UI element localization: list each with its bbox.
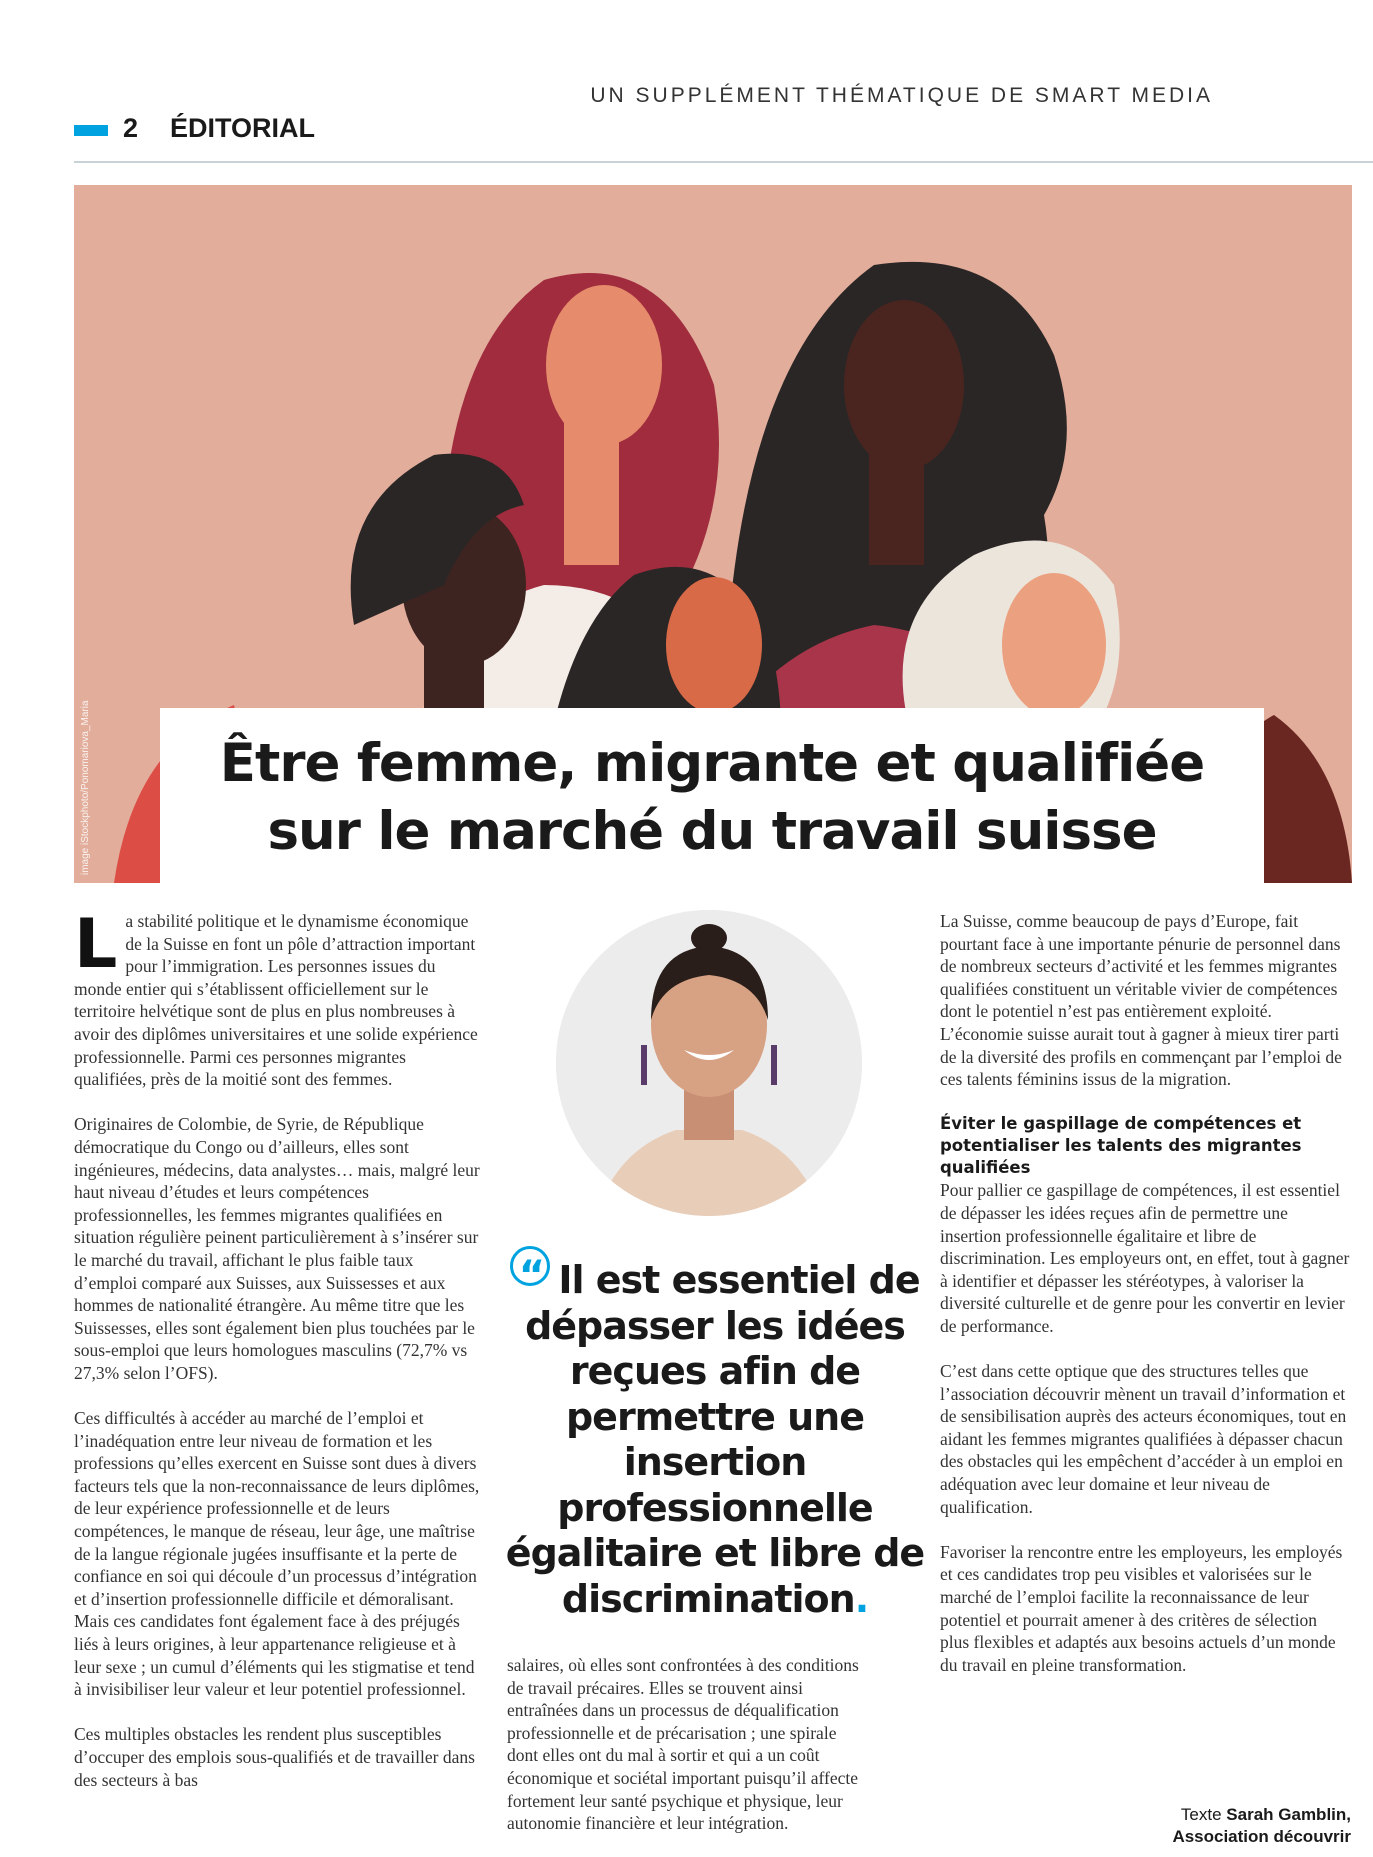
byline-organization: Association découvrir — [1172, 1827, 1351, 1846]
article-column-2 — [507, 1654, 867, 1857]
paragraph: Ces multiples obstacles les rendent plus susceptibles d’occuper des emplois sous-qualifiés et de travailler dans des secteurs à bas — [74, 1724, 475, 1790]
paragraph: Pour pallier ce gaspillage de compétences, il est essentiel de dépasser les idées reçues afin de permettre une insertion professionnelle égalitaire et libre de discrimination. Les employeurs ont, en effet, tout à gagner à identifier et dépasser les stéréotypes, à valoriser la diversité culturelle et de genre pour les convertir en levier de performance. — [940, 1180, 1350, 1336]
headline — [160, 730, 1264, 866]
supplement-label: UN SUPPLÉMENT THÉMATIQUE DE SMART MEDIA — [590, 84, 1213, 107]
byline-prefix: Texte — [1180, 1805, 1222, 1824]
section-title: ÉDITORIAL — [170, 113, 316, 143]
quote-icon: “ — [510, 1246, 550, 1286]
paragraph: salaires, où elles sont confrontées à des conditions de travail précaires. Elles se trouvent ainsi entraînées dans un processus de déqualification professionnelle et de précarisation ; une spirale dont elles ont du mal à sortir et qui a un coût économique et sociétal important puisqu’il affecte fortement leur santé psychique et physique, leur autonomie financière et leur intégration. — [507, 1655, 859, 1834]
paragraph: C’est dans cette optique que des structures telles que l’association découvrir mènent un travail d’information et de sensibilisation auprès des acteurs économiques, tout en aidant les femmes migrantes qualifiées à dépasser chacun des obstacles qui les empêchent d’accéder à un emploi en adéquation avec leur domaine et leur niveau de qualification. — [940, 1361, 1347, 1517]
subheading: Éviter le gaspillage de compétences et potentialiser les talents des migrantes qualifiées — [940, 1114, 1302, 1178]
headline-line-2: sur le marché du travail suisse — [267, 801, 1157, 862]
article-column-3 — [940, 910, 1350, 1699]
pull-quote — [505, 1246, 925, 1622]
pull-quote-text: Il est essentiel de dépasser les idées reçues afin de permettre une insertion professionnelle égalitaire et libre de discrimination — [505, 1258, 925, 1621]
portrait-illustration — [556, 910, 862, 1216]
paragraph: La Suisse, comme beaucoup de pays d’Europe, fait pourtant face à une importante pénurie de personnel dans de nombreux secteurs d’activité et les femmes migrantes qualifiées constituent un véritable vivier de compétences dont le potentiel n’est pas entièrement exploité. L’économie suisse aurait tout à gagner à mieux tirer parti de la diversité des profils en commençant par l’emploi de ces talents féminins issus de la migration. — [940, 911, 1342, 1090]
article-column-1 — [74, 905, 480, 1814]
drop-cap: L — [74, 905, 118, 984]
page-number: 2 — [123, 113, 139, 143]
pull-quote-end: . — [854, 1576, 869, 1621]
paragraph: a stabilité politique et le dynamisme économique de la Suisse en font un pôle d’attraction important pour l’immigration. Les personnes issues du monde entier qui s’établissent officiellement sur le territoire helvétique sont de plus en plus nombreuses à avoir des diplômes universitaires et une solide expérience professionnelle. Parmi ces personnes migrantes qualifiées, près de la moitié sont des femmes. — [74, 911, 478, 1090]
author-portrait — [556, 910, 862, 1216]
byline-author: Sarah Gamblin, — [1226, 1805, 1351, 1824]
image-credit: image iStockphoto/Ponomariova_Maria — [80, 700, 91, 875]
paragraph: Ces difficultés à accéder au marché de l’emploi et l’inadéquation entre leur niveau de formation et les professions qu’elles exercent en Suisse sont dues à divers facteurs tels que la non-reconnaissance de leurs diplômes, de leur expérience professionnelle et de leurs compétences, le manque de réseau, leur âge, une maîtrise de la langue régionale jugées insuffisante et la perte de confiance en soi qui découle d’un processus d’intégration et d’insertion professionnelle difficile et démoralisant. Mais ces candidates font également face à des préjugés liés à leurs origines, à leur appartenance religieuse et à leur sexe ; un cumul d’éléments qui les stigmatise et tend à invisibiliser leur valeur et leur potentiel professionnel. — [74, 1408, 480, 1700]
section-tag — [74, 125, 108, 136]
paragraph: Favoriser la rencontre entre les employeurs, les employés et ces candidates trop peu visibles et valorisées sur le marché de l’emploi facilite la reconnaissance de leur potentiel et pourrait amener à des critères de sélection plus flexibles et adaptés aux besoins actuels d’un monde du travail en pleine transformation. — [940, 1541, 1343, 1675]
byline — [1172, 1804, 1351, 1848]
header-divider — [74, 161, 1373, 163]
paragraph: Originaires de Colombie, de Syrie, de République démocratique du Congo ou d’ailleurs, elles sont ingénieures, médecins, data analystes… mais, malgré leur haut niveau d’études et leurs compétences professionnelles, les femmes migrantes qualifiées en situation régulière peinent particulièrement à s’insérer sur le marché du travail, affichant le plus faible taux d’emploi comparé aux Suisses, aux Suissesses et aux hommes de nationalité étrangère. Au même titre que les Suissesses, elles sont également bien plus touchées par le sous-emploi que leurs homologues masculins (72,7% vs 27,3% selon l’OFS). — [74, 1114, 480, 1383]
headline-line-1: Être femme, migrante et qualifiée — [219, 733, 1205, 794]
